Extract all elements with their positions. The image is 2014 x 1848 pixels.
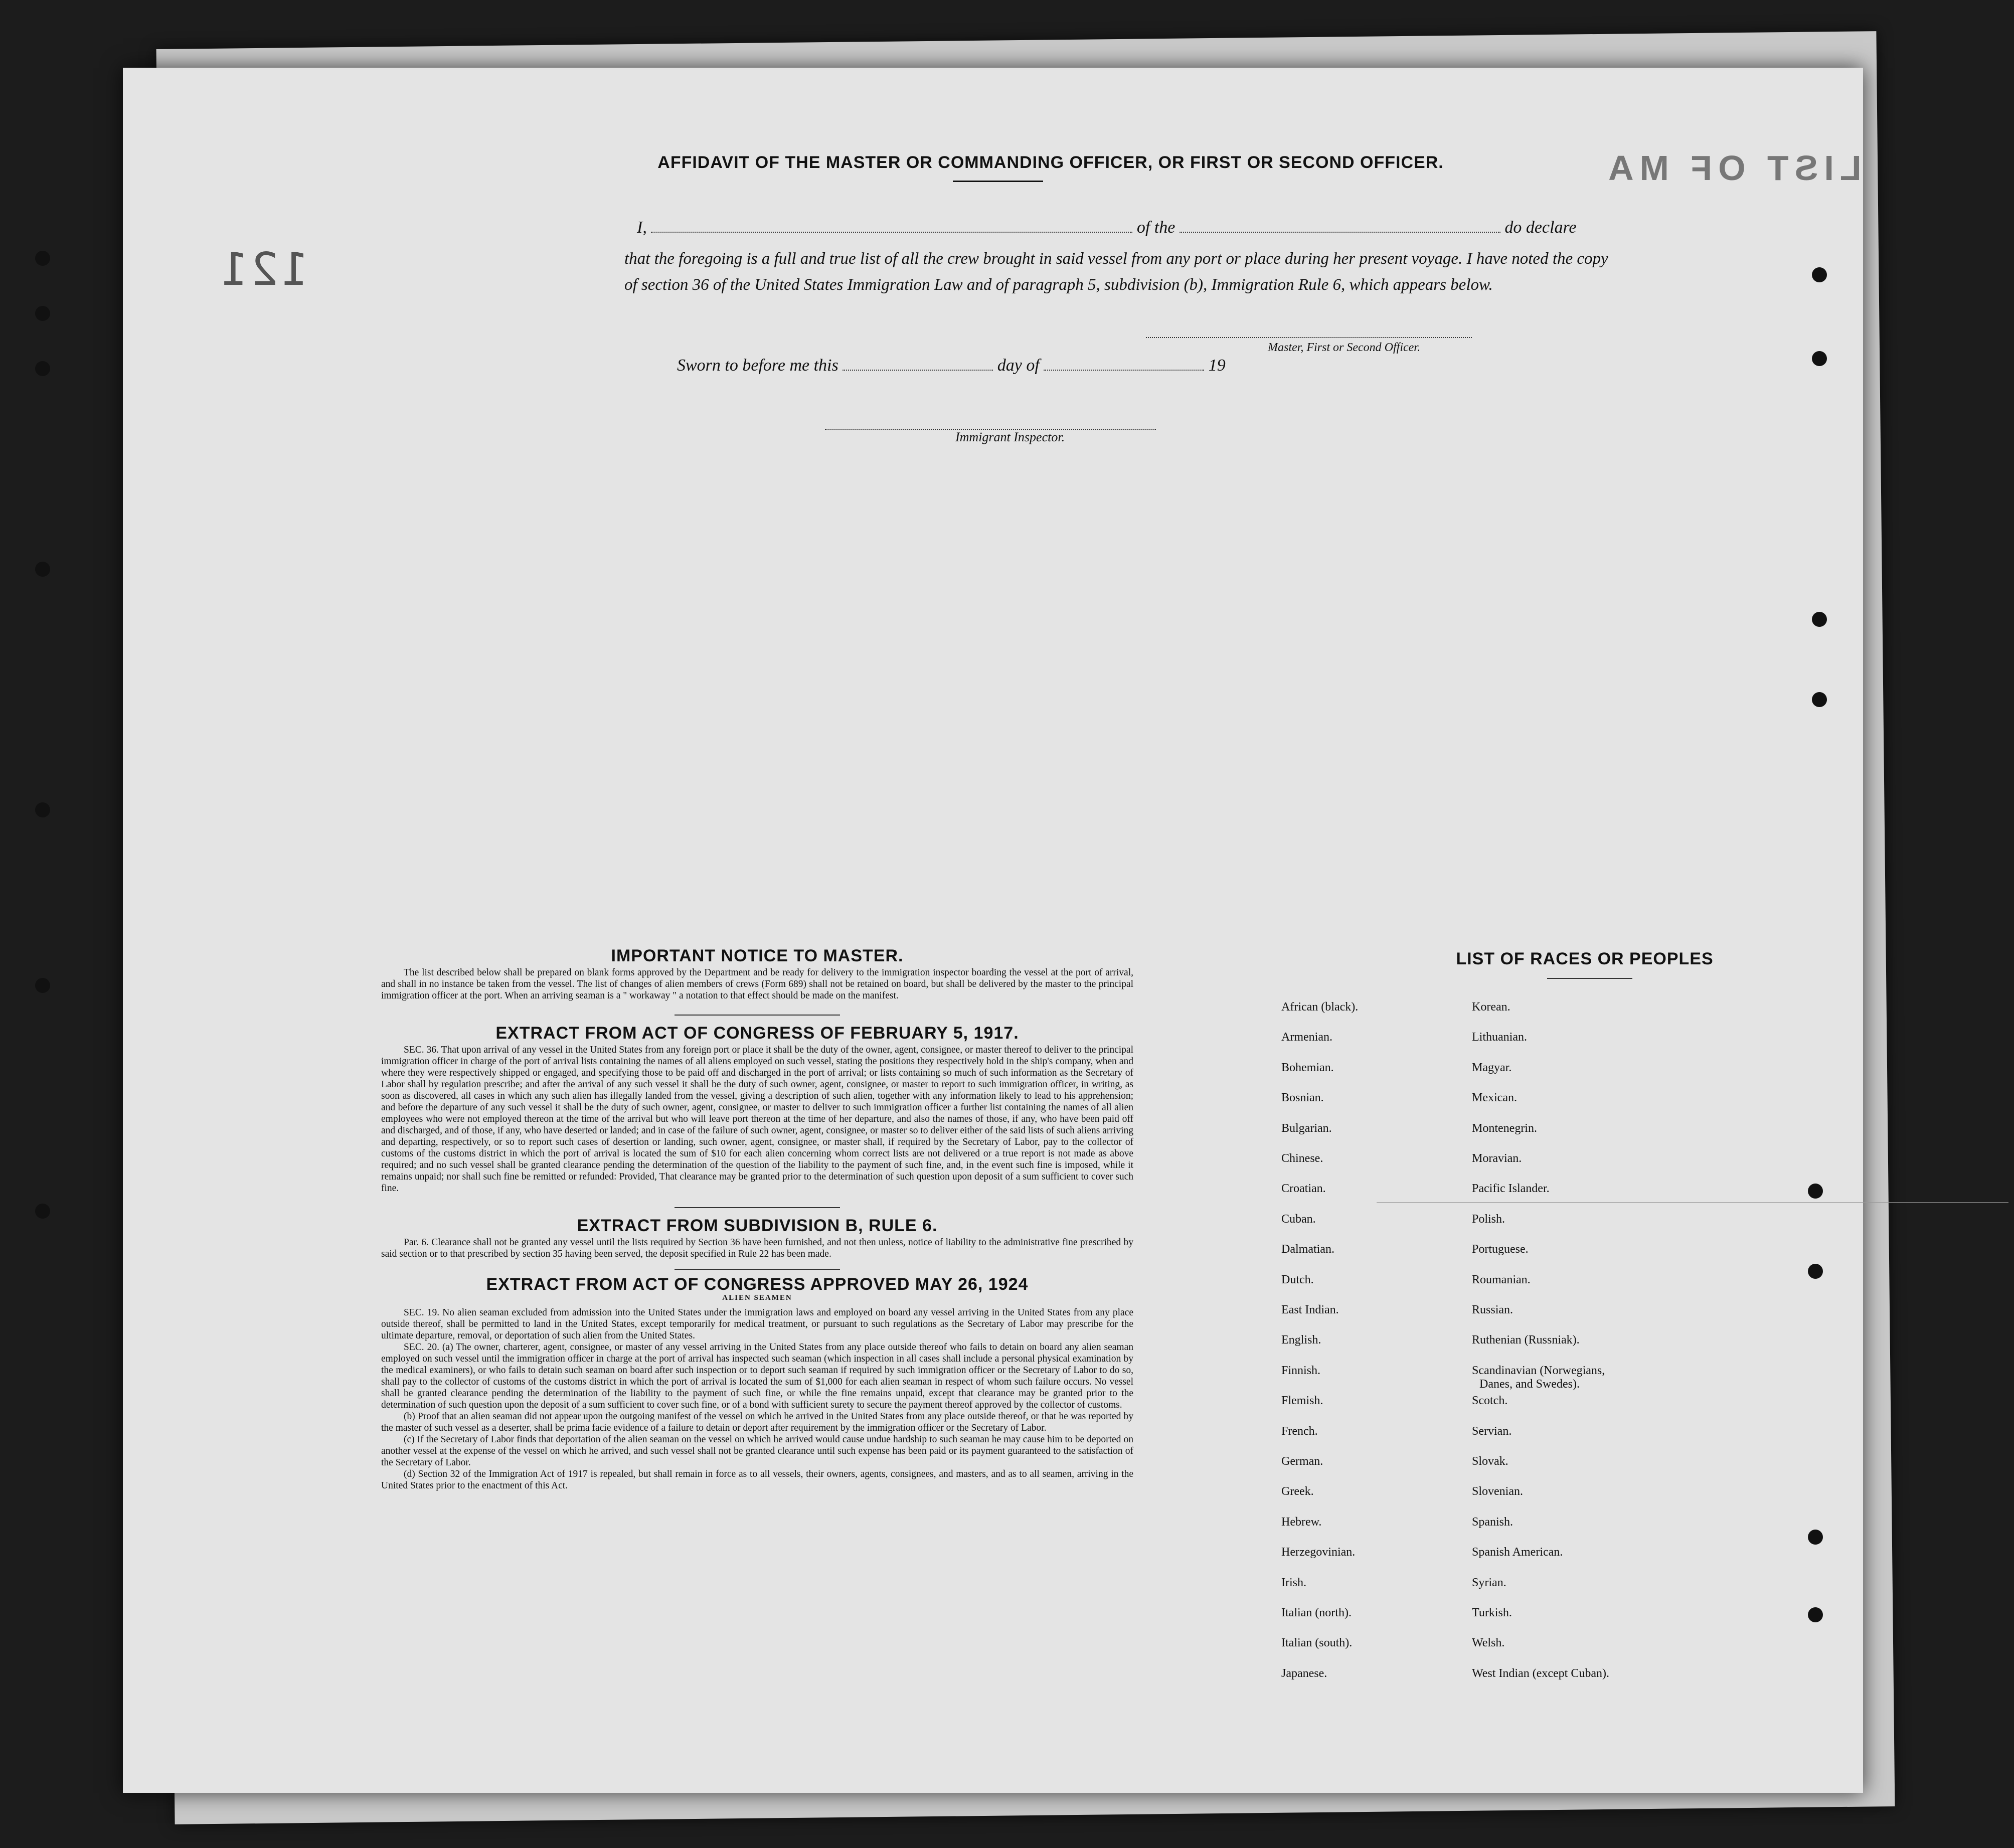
extract-1924-title: EXTRACT FROM ACT OF CONGRESS APPROVED MAY 26, 1924 [486, 1275, 1029, 1294]
binder-hole-right [1812, 351, 1827, 366]
sworn-month-blank [1044, 370, 1204, 371]
inspector-caption: Immigrant Inspector. [955, 430, 1065, 444]
master-caption: Master, First or Second Officer. [1268, 341, 1420, 354]
race-item: West Indian (except Cuban). [1472, 1666, 1609, 1680]
race-item: German. [1281, 1455, 1323, 1468]
of-the-label: of the [1136, 218, 1176, 237]
extract-1917-title: EXTRACT FROM ACT OF CONGRESS OF FEBRUARY 5, 1917. [495, 1024, 1019, 1043]
race-item: Montenegrin. [1472, 1121, 1537, 1135]
binder-hole-right [1812, 692, 1827, 707]
binder-hole-right [1808, 1184, 1823, 1199]
vessel-blank [1180, 232, 1500, 233]
notice-title: IMPORTANT NOTICE TO MASTER. [611, 946, 904, 965]
race-item: Korean. [1472, 1000, 1510, 1014]
divider [675, 1269, 840, 1270]
race-item: Finnish. [1281, 1364, 1321, 1377]
day-of-label: day of [997, 356, 1040, 375]
race-item: Scandinavian (Norwegians, [1472, 1364, 1605, 1377]
race-item: Scotch. [1472, 1394, 1508, 1408]
extract-1924-paragraph: (c) If the Secretary of Labor finds that deportation of the alien seaman on the vessel on which he arrived would cause undue hardship to such seaman he may cause him to be deported on another vessel at the expense of the vessel on which he arrived, and such vessel shall not be granted clearance until such expense has been paid or its payment guaranteed to the satisfaction of the Secretary of Labor. [381, 1434, 1133, 1468]
ghost-page-number: 121 [218, 243, 309, 296]
notice-column [381, 946, 1133, 1491]
race-item: Spanish. [1472, 1515, 1514, 1529]
binder-hole-right [1808, 1607, 1823, 1622]
extract-1924-paragraph: (b) Proof that an alien seaman did not appear upon the outgoing manifest of the vessel on which he arrived in the United States from any place outside thereof, or that he was reported by the master of such vessel as a deserter, shall be prima facie evidence of a failure to detain or deport after requirement by the immigration officer or the Secretary of Labor. [381, 1411, 1133, 1433]
affidavit-name-line [637, 218, 1577, 237]
race-item: Armenian. [1281, 1031, 1332, 1044]
race-item: East Indian. [1281, 1303, 1339, 1316]
name-blank [651, 232, 1132, 233]
race-item: Hebrew. [1281, 1515, 1322, 1529]
race-item: Slovak. [1472, 1455, 1508, 1468]
binder-holes-left [35, 251, 55, 1454]
race-item: Roumanian. [1472, 1273, 1531, 1286]
race-item: Herzegovinian. [1281, 1546, 1356, 1559]
race-item: Syrian. [1472, 1576, 1506, 1589]
i-label: I, [637, 218, 647, 237]
extract-1917-text: SEC. 36. That upon arrival of any vessel in the United States from any foreign port or place it shall be the duty of the owner, agent, consignee, or master thereof to deliver to the principal immigration officer in charge of the port of arrival lists containing the names of all aliens employed on such vessel, stating the positions they respectively hold in the ship's company, when and where they were respectively shipped or engaged, and specifying those to be paid off and discharged in the port of arrival; or lists containing so much of such information as the Secretary of Labor shall by regulation prescribe; and after the arrival of any such vessel it shall be the duty of such owner, agent, consignee, or master to report to such immigration officer, in writing, as soon as discovered, all cases in which any such alien has illegally landed from the vessel, giving a description of such alien, together with any information likely to lead to his apprehension; and before the departure of any such vessel it shall be the duty of such owner, agent, consignee, or master to deliver to such immigration officer a further list containing the names of all alien employees who were not employed thereon at the time of the arrival but who will leave port thereon at the time of her departure, and also the names of those, if any, who have been paid off and discharged, and of those, if any, who have deserted or landed; and in case of the failure of such owner, agent, consignee, or master so to deliver either of the said lists of such aliens arriving and departing, respectively, or so to report such cases of desertion or landing, such owner, agent, consignee, or master shall, if required by the Secretary of Labor, pay to the collector of customs of the customs district in which the port of arrival is located the sum of $10 for each alien concerning whom correct lists are not delivered or a true report is not made as above required; and no such vessel shall be granted clearance pending the determination of the question of the liability to the payment of such fine, and, in the event such fine is imposed, while it remains unpaid; nor shall such fine be remitted or refunded: Provided, That clearance may be granted prior to the determination of such question upon deposit of a sum sufficient to cover such fine. [381, 1045, 1133, 1194]
year-prefix: 19 [1208, 356, 1226, 375]
master-signature-line [1146, 337, 1472, 338]
affidavit-title: AFFIDAVIT OF THE MASTER OR COMMANDING OFFICER, OR FIRST OR SECOND OFFICER. [657, 153, 1444, 172]
race-item: Croatian. [1281, 1182, 1326, 1196]
divider [675, 1207, 840, 1208]
race-item: Ruthenian (Russniak). [1472, 1333, 1580, 1347]
binder-hole-right [1808, 1530, 1823, 1545]
do-declare-label: do declare [1504, 218, 1577, 237]
race-item: Cuban. [1281, 1212, 1316, 1226]
race-item-continuation: Danes, and Swedes). [1479, 1377, 1580, 1391]
race-item: Flemish. [1281, 1394, 1323, 1408]
race-item: French. [1281, 1424, 1318, 1438]
extract-1924-paragraph: SEC. 20. (a) The owner, charterer, agent, consignee, or master of any vessel arriving in the United States from any place outside thereof who fails to detain on board any alien seaman employed on such vessel until the immigration officer in charge at the port of arrival has inspected such seaman (which inspection in all cases shall include a personal physical examination by the medical examiners), or who fails to detain such seaman on board after such inspection or to deport such seaman if required by such immigration officer or the Secretary of Labor to do so, shall pay to the collector of customs of the customs district in which the port of arrival is located the sum of $1,000 for each alien seaman in respect of whom such failure occurs. No vessel shall be granted clearance pending the determination of the liability to the payment of such fine, or while the fine remains unpaid, except that clearance may be granted prior to the determination of such question upon the deposit of a sum sufficient to cover such fine, or of a bond with sufficient surety to secure the payment thereof approved by the collector of customs. [381, 1342, 1133, 1410]
race-item: Magyar. [1472, 1061, 1512, 1074]
affidavit-statement: that the foregoing is a full and true list of all the crew brought in said vessel from any port or place during her present voyage. I have noted the copy of section 36 of the United States Immigration Law and of paragraph 5, subdivision (b), Immigration Rule 6, which appears below. [624, 250, 1608, 294]
race-item: Russian. [1472, 1303, 1514, 1316]
race-item: Italian (south). [1281, 1636, 1353, 1650]
ghost-header-text: LIST OF MA [1602, 148, 1862, 188]
extract-rule6-text: Par. 6. Clearance shall not be granted any vessel until the lists required by Section 36 have been furnished, and not then unless, notice of liability to the administrative fine prescribed by said section or to that prescribed by section 35 having been served, the deposit specified in Rule 22 has been made. [381, 1237, 1133, 1259]
form-page [123, 68, 1863, 1793]
race-item: Turkish. [1472, 1606, 1512, 1619]
race-item: Bosnian. [1281, 1091, 1324, 1105]
title-rule [953, 181, 1043, 182]
race-item: Lithuanian. [1472, 1031, 1527, 1044]
binder-hole-right [1812, 612, 1827, 627]
race-item: Pacific Islander. [1472, 1182, 1550, 1196]
race-item: Mexican. [1472, 1091, 1517, 1105]
extract-1924-paragraph: (d) Section 32 of the Immigration Act of 1917 is repealed, but shall remain in force as to all vessels, their owners, agents, consignees, and masters, and as to all seamen, arriving in the United States prior to the enactment of this Act. [381, 1469, 1133, 1491]
race-item: Italian (north). [1281, 1606, 1352, 1619]
race-item: African (black). [1281, 1000, 1359, 1014]
race-item: Bohemian. [1281, 1061, 1334, 1074]
race-item: Chinese. [1281, 1152, 1323, 1165]
sworn-day-blank [843, 370, 993, 371]
race-item: Slovenian. [1472, 1485, 1523, 1498]
faint-rule [1377, 1202, 2008, 1203]
race-item: Bulgarian. [1281, 1121, 1332, 1135]
race-item: Welsh. [1472, 1636, 1505, 1650]
race-item: Spanish American. [1472, 1546, 1563, 1559]
sworn-label: Sworn to before me this [677, 356, 838, 375]
race-item: Servian. [1472, 1424, 1512, 1438]
race-item: Japanese. [1281, 1666, 1327, 1680]
race-item: Portuguese. [1472, 1243, 1529, 1256]
extract-1924-paragraph: SEC. 19. No alien seaman excluded from admission into the United States under the immigration laws and employed on board any vessel arriving in the United States from any place outside thereof, shall be permitted to land in the United States, except temporarily for medical treatment, or pursuant to such regulations as the Secretary of Labor may prescribe for the ultimate departure, removal, or deportation of such alien from the United States. [381, 1307, 1133, 1341]
extract-1924-subtitle: ALIEN SEAMEN [722, 1294, 792, 1302]
races-title: LIST OF RACES OR PEOPLES [1456, 949, 1714, 968]
race-item: Dutch. [1281, 1273, 1314, 1286]
race-item: Polish. [1472, 1212, 1505, 1226]
binder-hole-right [1812, 267, 1827, 282]
race-item: English. [1281, 1333, 1321, 1347]
race-item: Dalmatian. [1281, 1243, 1334, 1256]
sworn-line [677, 356, 1226, 375]
notice-text: The list described below shall be prepared on blank forms approved by the Department and be ready for delivery to the immigration inspector boarding the vessel at the port of arrival, and shall in no instance be taken from the vessel. The list of changes of alien members of crews (Form 689) shall not be retained on board, but shall be delivered by the master to the principal immigration officer at the port. When an arriving seaman is a " workaway " a notation to that effect should be made on the manifest. [381, 967, 1133, 1001]
race-item: Greek. [1281, 1485, 1314, 1498]
race-item: Moravian. [1472, 1152, 1522, 1165]
binder-hole-right [1808, 1264, 1823, 1279]
extract-rule6-title: EXTRACT FROM SUBDIVISION B, RULE 6. [577, 1216, 938, 1235]
races-title-rule [1547, 978, 1632, 979]
race-item: Irish. [1281, 1576, 1306, 1589]
divider [675, 1015, 840, 1016]
